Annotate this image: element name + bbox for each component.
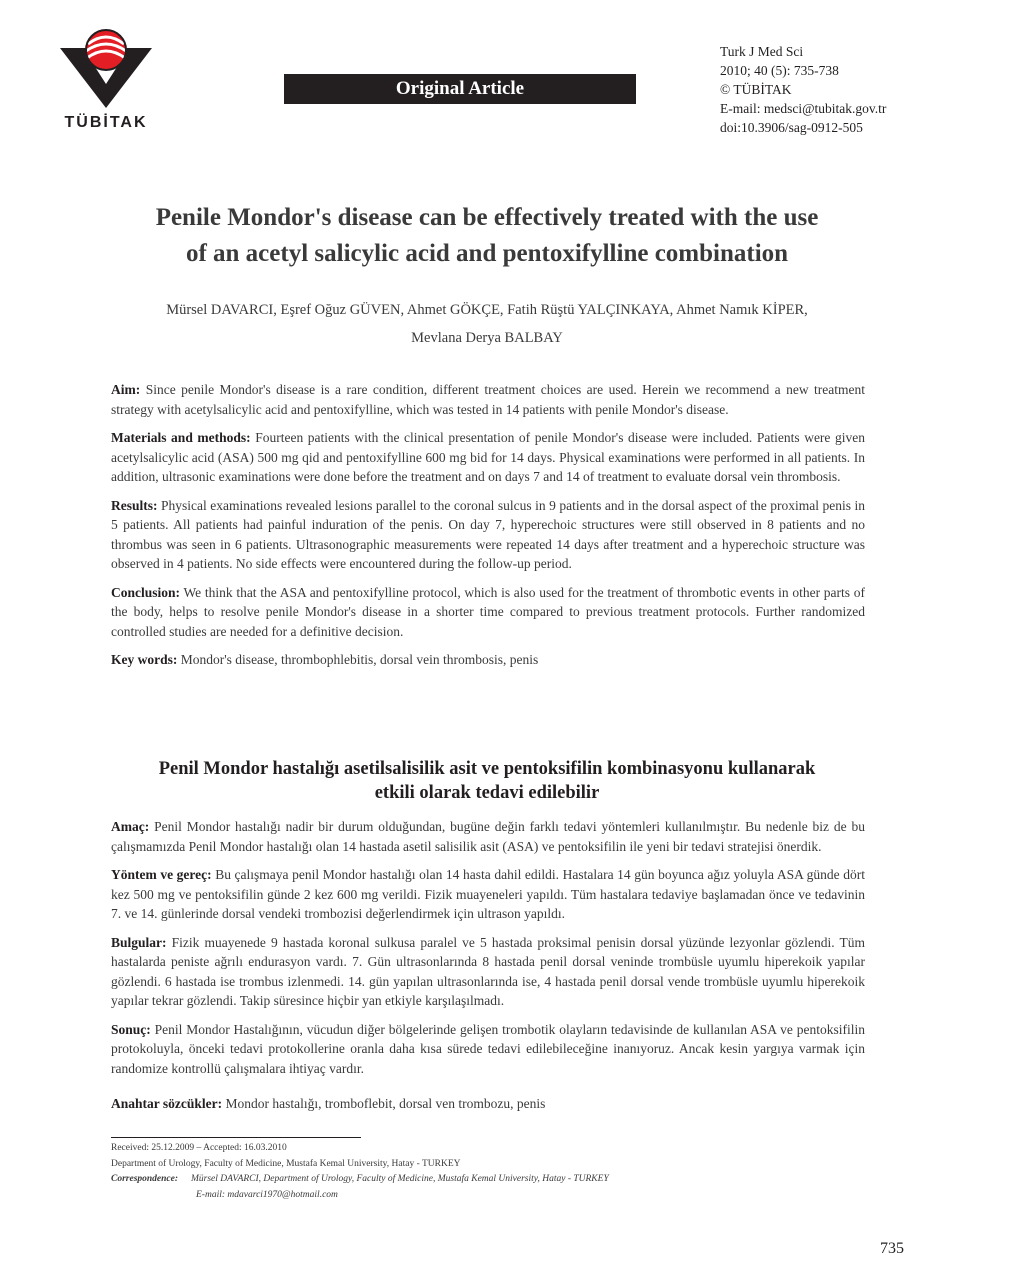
affiliation: Department of Urology, Faculty of Medicine, Mustafa Kemal University, Hatay - TURKEY	[111, 1158, 461, 1169]
footnotes	[111, 1141, 865, 1203]
abstract-results: Results: Physical examinations revealed lesions parallel to the coronal sulcus in 9 patients and in the dorsal aspect of the proximal penis in 5 patients. All patients had painful induration of the penis. On day 7, hyperechoic structures were still observed in 8 patients and no thrombus was seen in 6 patients. Ultrasonographic measurements were repeated 14 days after treatment and a hyperechoic structure was observed in 4 patients. No side effects were encountered during the follow-up period.	[111, 497, 865, 571]
received-dates: Received: 25.12.2009 – Accepted: 16.03.2010	[111, 1143, 287, 1153]
tubitak-logo	[58, 26, 158, 138]
journal-volume: 2010; 40 (5): 735-738	[720, 63, 839, 78]
authors-line: Mevlana Derya BALBAY	[411, 330, 563, 346]
abstract-keywords: Key words: Mondor's disease, thrombophlebitis, dorsal vein thrombosis, penis	[111, 652, 539, 667]
article-title	[90, 200, 884, 272]
article-type-banner: Original Article	[284, 74, 636, 104]
abstract-turkish	[111, 817, 865, 1123]
title-line: Penile Mondor's disease can be effectively treated with the use	[155, 204, 819, 231]
abstract-methods: Materials and methods: Fourteen patients with the clinical presentation of penile Mondor's disease were included. Patients were given acetylsalicylic acid (ASA) 500 mg qid and pentoxifylline 600 mg bid for 14 days. Physical examinations were performed in all patients. In addition, ultrasonic examinations were done before the treatment and on days 7 and 14 of treatment to evaluate dorsal vein thrombosis.	[111, 430, 865, 484]
journal-info	[720, 42, 886, 137]
ozet-bulgular: Bulgular: Fizik muayenede 9 hastada koronal sulkusa paralel ve 5 hastada proksimal penisin dorsal yüzünde lezyonlar gözlendi. Tüm hastalarda peniste ağrılı endurasyon vardı. 7. Gün ultrasonlarında 8 hastada penil dorsal veninde trombüsle uyumlu hiperekoik yapılar gözlendi. 6 hastada ise trombus izlenmedi. 14. gün yapılan ultrasonlarında ise, 4 hastada penil dorsal vende trombüsle uyumlu hiperekoik yapılar tekrar gözlendi. Takip süresince hiçbir yan etkiyle karşılaşılmadı.	[111, 934, 865, 1008]
abstract-aim: Aim: Since penile Mondor's disease is a rare condition, different treatment choices are used. Herein we recommend a new treatment strategy with acetylsalicylic acid and pentoxifylline, which was tested in 14 patients with penile Mondor's disease.	[111, 382, 865, 417]
tubitak-emblem-icon	[58, 26, 154, 112]
turkish-title	[100, 757, 874, 805]
ozet-anahtar-sozcukler: Anahtar sözcükler: Mondor hastalığı, tromboflebit, dorsal ven trombozu, penis	[111, 1096, 546, 1111]
journal-doi: doi:10.3906/sag-0912-505	[720, 120, 863, 135]
abstract-conclusion: Conclusion: We think that the ASA and pentoxifylline protocol, which is also used for the treatment of thrombotic events in other parts of the body, helps to resolve penile Mondor's disease in a shorter time compared to previous treatment protocols. Further randomized controlled studies are needed for a definitive decision.	[111, 584, 865, 639]
author-list	[100, 296, 874, 352]
correspondence	[111, 1172, 865, 1188]
page-number: 735	[880, 1240, 904, 1257]
journal-name: Turk J Med Sci	[720, 44, 804, 59]
turkish-title-line: Penil Mondor hastalığı asetilsalisilik asit ve pentoksifilin kombinasyonu kullanarak	[158, 759, 816, 779]
correspondence-email: E-mail: mdavarci1970@hotmail.com	[196, 1189, 338, 1200]
abstract-english	[111, 380, 865, 679]
ozet-sonuc: Sonuç: Penil Mondor Hastalığının, vücudun diğer bölgelerinde gelişen trombotik olayların tedavisinde de kullanılan ASA ve pentoksifilin protokoluyla, önceki tedavi protokollerine oranla daha kısa sürede tedavi edilebileceğine inanıyoruz. Ancak kesin yargıya varmak için randomize kontrollü çalışmalara ihtiyaç vardır.	[111, 1021, 865, 1076]
correspondence-text: Mürsel DAVARCI, Department of Urology, Faculty of Medicine, Mustafa Kemal University, Hatay - TURKEY	[191, 1174, 609, 1184]
ozet-yontem: Yöntem ve gereç: Bu çalışmaya penil Mondor hastalığı olan 14 hasta dahil edildi. Hastalara 14 gün boyunca ağız yoluyla ASA günde dört kez 500 mg ve pentoksifilin günde 2 kez 600 mg verildi. Fizik muayeneleri yapıldı. Tüm hastalara tedaviye başlamadan önce ve tedavinin 7. ve 14. günlerinde dorsal vendeki trombozisi değerlendirmek için ultrason yapıldı.	[111, 867, 865, 921]
footnote-divider	[111, 1137, 361, 1138]
authors-line: Mürsel DAVARCI, Eşref Oğuz GÜVEN, Ahmet GÖKÇE, Fatih Rüştü YALÇINKAYA, Ahmet Namık KİPER,	[166, 302, 808, 318]
journal-copyright: © TÜBİTAK	[720, 82, 792, 97]
correspondence-label: Correspondence:	[111, 1174, 179, 1184]
journal-email: E-mail: medsci@tubitak.gov.tr	[720, 101, 887, 116]
title-line: of an acetyl salicylic acid and pentoxifylline combination	[185, 240, 789, 267]
logo-wordmark: TÜBİTAK	[64, 114, 148, 131]
turkish-title-line: etkili olarak tedavi edilebilir	[374, 783, 600, 803]
ozet-amac: Amaç: Penil Mondor hastalığı nadir bir durum olduğundan, bugüne değin farklı tedavi yöntemleri kullanılmıştır. Bu nedenle biz de bu çalışmamızda Penil Mondor hastalığı olan 14 hastada asetil salisilik asit (ASA) ve pentoksifilin ile yeni bir tedavi stratejisi önerdik.	[111, 819, 865, 854]
